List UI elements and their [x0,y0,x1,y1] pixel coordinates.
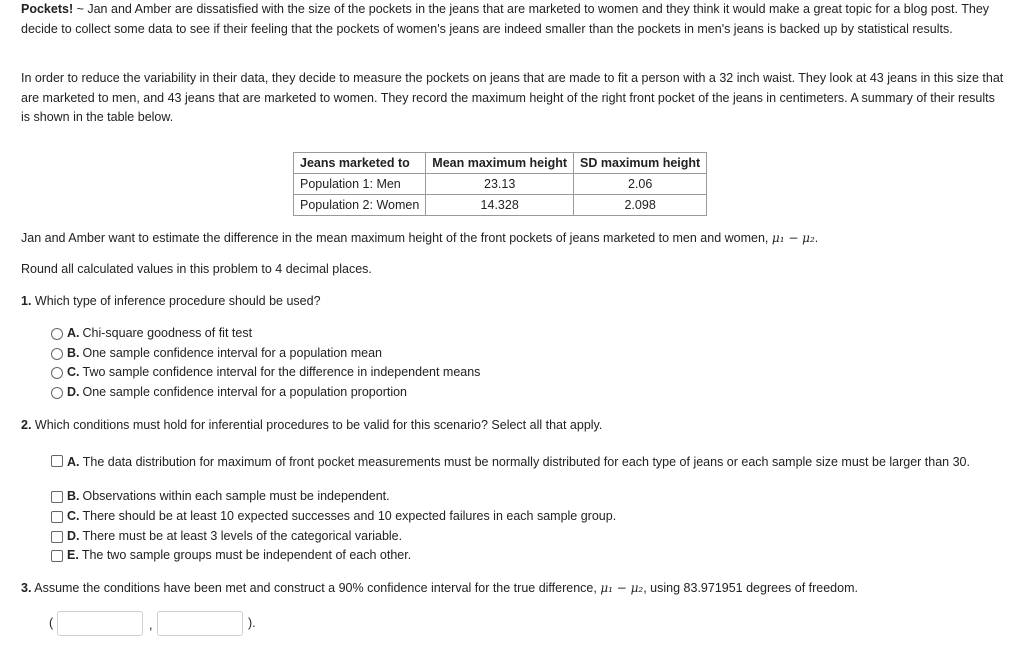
option-letter: E. [67,548,79,562]
option-text: One sample confidence interval for a population mean [82,346,382,360]
table-header-row [294,153,707,174]
table-cell: 14.328 [426,195,574,216]
question-3-text-after: , using 83.971951 degrees of freedom. [643,581,858,595]
option-letter: D. [67,385,80,399]
option-label [67,383,407,403]
option-text: Two sample confidence interval for the difference in independent means [82,365,481,379]
q1-option-c[interactable] [51,363,480,383]
q2-option-a[interactable] [51,453,1001,473]
question-1-text: Which type of inference procedure should be used? [34,294,321,308]
question-2-text: Which conditions must hold for inferential procedures to be valid for this scenario? Select all that apply. [34,418,603,432]
option-label [67,344,382,364]
question-2 [21,416,602,436]
checkbox[interactable] [51,550,63,562]
ci-lower-bound-input[interactable] [57,611,143,636]
option-text: Observations within each sample must be independent. [82,489,390,503]
comma: , [149,618,153,632]
ci-upper-bound-input[interactable] [157,611,243,636]
table-cell: 23.13 [426,174,574,195]
option-letter: C. [67,509,80,523]
table-cell: 2.06 [574,174,707,195]
radio-button[interactable] [51,367,63,379]
radio-button[interactable] [51,328,63,340]
open-paren: ( [49,616,54,630]
checkbox[interactable] [51,455,63,467]
table-cell: Population 1: Men [294,174,426,195]
option-text: Chi-square goodness of fit test [82,326,253,340]
option-letter: B. [67,346,80,360]
table-header: Mean maximum height [426,153,574,174]
method-paragraph: In order to reduce the variability in their data, they decide to measure the pockets on jeans that are made to fit a person with a 32 inch waist. They look at 43 jeans in this size that are marketed to men, and 43 jeans that are marketed to women. They record the maximum height of the right front pocket of the jeans in centimeters. A summary of their results is shown in the table below. [21,71,1004,124]
option-label [67,507,616,527]
q1-option-d[interactable] [51,383,407,403]
q1-option-b[interactable] [51,344,382,364]
option-label [67,527,402,547]
table-row [294,195,707,216]
question-2-number: 2. [21,418,32,432]
problem-title: Pockets! [21,2,74,16]
option-text: There must be at least 3 levels of the categorical variable. [82,529,403,543]
summary-table [293,152,707,216]
option-label [67,487,390,507]
checkbox[interactable] [51,531,63,543]
q2-option-b[interactable] [51,487,390,507]
estimate-text: Jan and Amber want to estimate the difference in the mean maximum height of the front pockets of jeans marketed to men and women, [21,231,769,245]
table-row [294,174,707,195]
title-separator: ~ [73,2,88,16]
table-cell: 2.098 [574,195,707,216]
option-label [67,324,252,344]
q2-option-d[interactable] [51,527,402,547]
table-header: SD maximum height [574,153,707,174]
intro-paragraph [21,0,1006,39]
question-3-number: 3. [21,581,32,595]
option-text: The data distribution for maximum of front pocket measurements must be normally distributed for each type of jeans or each sample size must be larger than 30. [82,455,970,469]
option-label [67,546,411,566]
option-letter: A. [67,326,80,340]
radio-button[interactable] [51,348,63,360]
estimate-line [21,229,818,249]
table-cell: Population 2: Women [294,195,426,216]
option-letter: C. [67,365,80,379]
option-text: One sample confidence interval for a population proportion [82,385,408,399]
mu-difference: μ₁ − μ₂ [771,231,815,245]
rounding-note: Round all calculated values in this problem to 4 decimal places. [21,262,372,276]
checkbox[interactable] [51,491,63,503]
q1-option-a[interactable] [51,324,252,344]
close-paren: ). [248,616,256,630]
question-1 [21,292,321,312]
table-header: Jeans marketed to [294,153,426,174]
option-text: The two sample groups must be independent of each other. [81,548,412,562]
option-label [67,363,480,383]
q2-option-c[interactable] [51,507,616,527]
q2-option-e[interactable] [51,546,411,566]
option-letter: A. [67,455,80,469]
question-3-text: Assume the conditions have been met and construct a 90% confidence interval for the true difference, [34,581,597,595]
question-3 [21,579,858,599]
mu-difference: μ₁ − μ₂ [600,581,644,595]
option-letter: B. [67,489,80,503]
radio-button[interactable] [51,387,63,399]
intro-text: Jan and Amber are dissatisfied with the size of the pockets in the jeans that are marketed to women and they think it would make a great topic for a blog post. They decide to collect some data to see if their feeling that the pockets of women's jeans are indeed smaller than the pockets in men's jeans is backed up by statistical results. [21,2,990,36]
option-text: There should be at least 10 expected successes and 10 expected failures in each sample group. [82,509,617,523]
question-1-number: 1. [21,294,32,308]
checkbox[interactable] [51,511,63,523]
estimate-period: . [814,231,819,245]
option-letter: D. [67,529,80,543]
